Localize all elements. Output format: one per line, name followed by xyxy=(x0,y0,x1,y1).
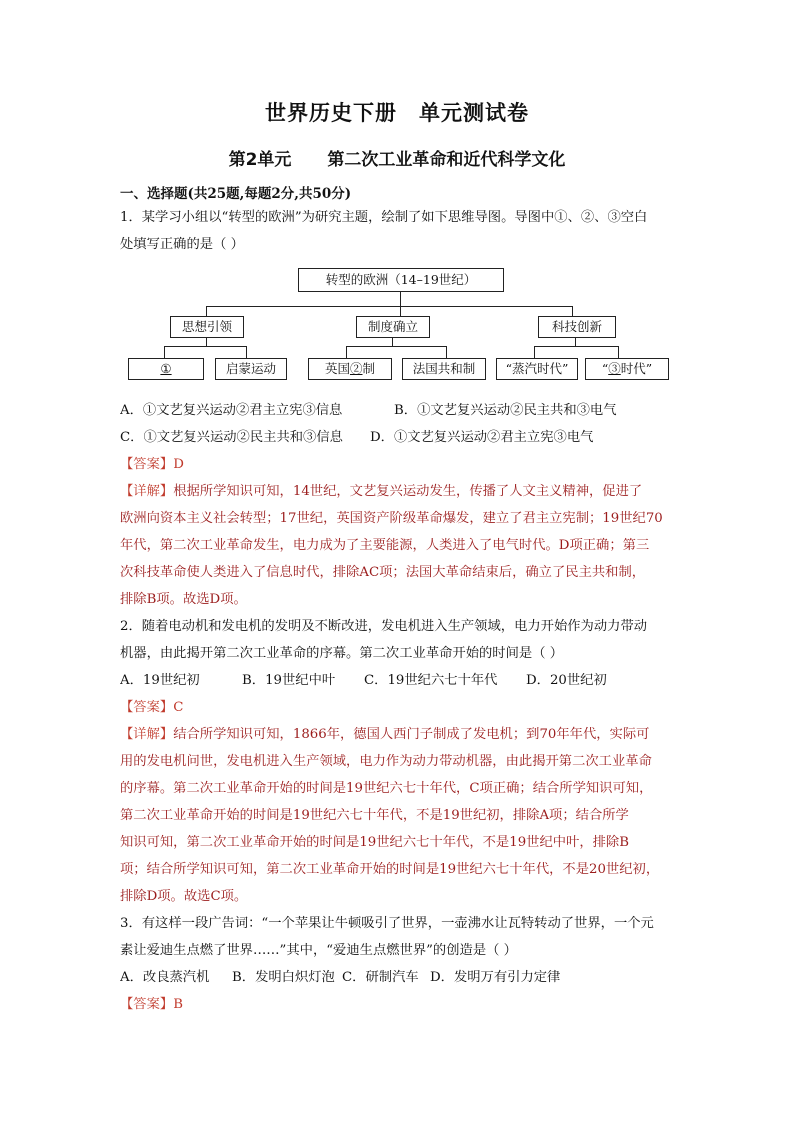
mind-map-branch-2: 制度确立 xyxy=(356,316,430,338)
q3-options-row xyxy=(120,964,680,991)
q2-answer: 【答案】C xyxy=(120,700,184,715)
q1-explanation-line-1: 【详解】根据所学知识可知，14世纪，文艺复兴运动发生，传播了人文主义精神，促进了 xyxy=(120,484,643,499)
mind-map-leaf-french-republic: 法国共和制 xyxy=(402,358,486,380)
q3-answer: 【答案】B xyxy=(120,997,183,1012)
document-body xyxy=(120,184,680,1018)
mind-map-branch-1: 思想引领 xyxy=(170,316,244,338)
q2-option-a: A．19世纪初 xyxy=(120,673,200,688)
mind-map-leaf-enlightenment: 启蒙运动 xyxy=(215,358,287,380)
q3-option-c: C．研制汽车 xyxy=(342,970,419,985)
q2-explanation-line-3: 的序幕。第二次工业革命开始的时间是19世纪六七十年代，C项正确；结合所学知识可知， xyxy=(120,781,653,796)
unit-title: 第二次工业革命和近代科学文化 xyxy=(327,150,566,170)
mind-map-branch-3: 科技创新 xyxy=(538,316,616,338)
q2-options-row xyxy=(120,667,680,694)
q2-option-d: D．20世纪初 xyxy=(526,673,607,688)
q2-explanation-line-7: 排除D项。故选C项。 xyxy=(120,889,248,904)
q1-answer: 【答案】D xyxy=(120,457,184,472)
mind-map-root: 转型的欧洲（14–19世纪） xyxy=(298,268,504,292)
q2-explanation-line-1: 【详解】结合所学知识可知，1866年，德国人西门子制成了发电机；到70年年代，实际可 xyxy=(120,727,650,742)
q1-stem-line-1: 1．某学习小组以“转型的欧洲”为研究主题，绘制了如下思维导图。导图中①、②、③空白 xyxy=(120,210,648,225)
q1-options-row-1 xyxy=(120,397,680,424)
q2-explanation-line-6: 项；结合所学知识可知，第二次工业革命开始的时间是19世纪六七十年代，不是20世纪初， xyxy=(120,862,660,877)
q3-option-b: B．发明白炽灯泡 xyxy=(232,970,335,985)
q2-option-b: B．19世纪中叶 xyxy=(242,673,336,688)
q2-explanation-line-4: 第二次工业革命开始的时间是19世纪六七十年代，不是19世纪初，排除A项；结合所学 xyxy=(120,808,629,823)
mind-map-leaf-blank-3: “③时代” xyxy=(585,358,669,380)
q1-explanation-line-4: 次科技革命使人类进入了信息时代，排除AC项；法国大革命结束后，确立了民主共和制， xyxy=(120,565,646,580)
q3-option-d: D．发明万有引力定律 xyxy=(430,970,561,985)
q1-mind-map xyxy=(120,266,680,391)
page-title xyxy=(0,97,794,127)
title-part-b: 单元测试卷 xyxy=(419,101,529,125)
q2-stem-line-2: 机器，由此揭开第二次工业革命的序幕。第二次工业革命开始的时间是（ ） xyxy=(120,646,564,661)
q3-stem-line-2: 素让爱迪生点燃了世界……”其中，“爱迪生点燃世界”的创造是（ ） xyxy=(120,943,517,958)
title-part-a: 世界历史下册 xyxy=(265,101,397,125)
section-heading: 一、选择题(共25题,每题2分,共50分) xyxy=(120,186,352,202)
q2-stem-line-1: 2．随着电动机和发电机的发明及不断改进，发电机进入生产领域，电力开始作为动力带动 xyxy=(120,619,648,634)
q1-explanation-line-5: 排除B项。故选D项。 xyxy=(120,592,247,607)
q1-option-d: D．①文艺复兴运动②君主立宪③电气 xyxy=(370,430,594,445)
q1-option-c: C．①文艺复兴运动②民主共和③信息 xyxy=(120,430,343,445)
q3-stem-line-1: 3．有这样一段广告词：“一个苹果让牛顿吸引了世界，一壶沸水让瓦特转动了世界，一个元 xyxy=(120,916,654,931)
q2-explanation-line-2: 用的发电机问世，发电机进入生产领域，电力作为动力带动机器，由此揭开第二次工业革命 xyxy=(120,754,652,769)
q1-option-b: B．①文艺复兴运动②民主共和③电气 xyxy=(394,403,617,418)
mind-map-leaf-blank-1: ① xyxy=(128,358,204,380)
q3-option-a: A．改良蒸汽机 xyxy=(120,970,210,985)
unit-heading xyxy=(0,145,794,170)
q1-option-a: A．①文艺复兴运动②君主立宪③信息 xyxy=(120,403,343,418)
q1-explanation-line-3: 年代，第二次工业革命发生，电力成为了主要能源，人类进入了电气时代。D项正确；第三 xyxy=(120,538,650,553)
mind-map-leaf-blank-2: 英国②制 xyxy=(308,358,392,380)
q2-explanation-line-5: 知识可知，第二次工业革命开始的时间是19世纪六七十年代，不是19世纪中叶，排除B xyxy=(120,835,630,850)
mind-map-leaf-steam-age: “蒸汽时代” xyxy=(496,358,578,380)
q1-options-row-2 xyxy=(120,424,680,451)
q2-option-c: C．19世纪六七十年代 xyxy=(364,673,498,688)
q1-stem-line-2: 处填写正确的是（ ） xyxy=(120,237,244,252)
q1-explanation-line-2: 欧洲向资本主义社会转型；17世纪，英国资产阶级革命爆发，建立了君主立宪制；19世纪70 xyxy=(120,511,663,526)
unit-number: 第2单元 xyxy=(228,150,292,170)
